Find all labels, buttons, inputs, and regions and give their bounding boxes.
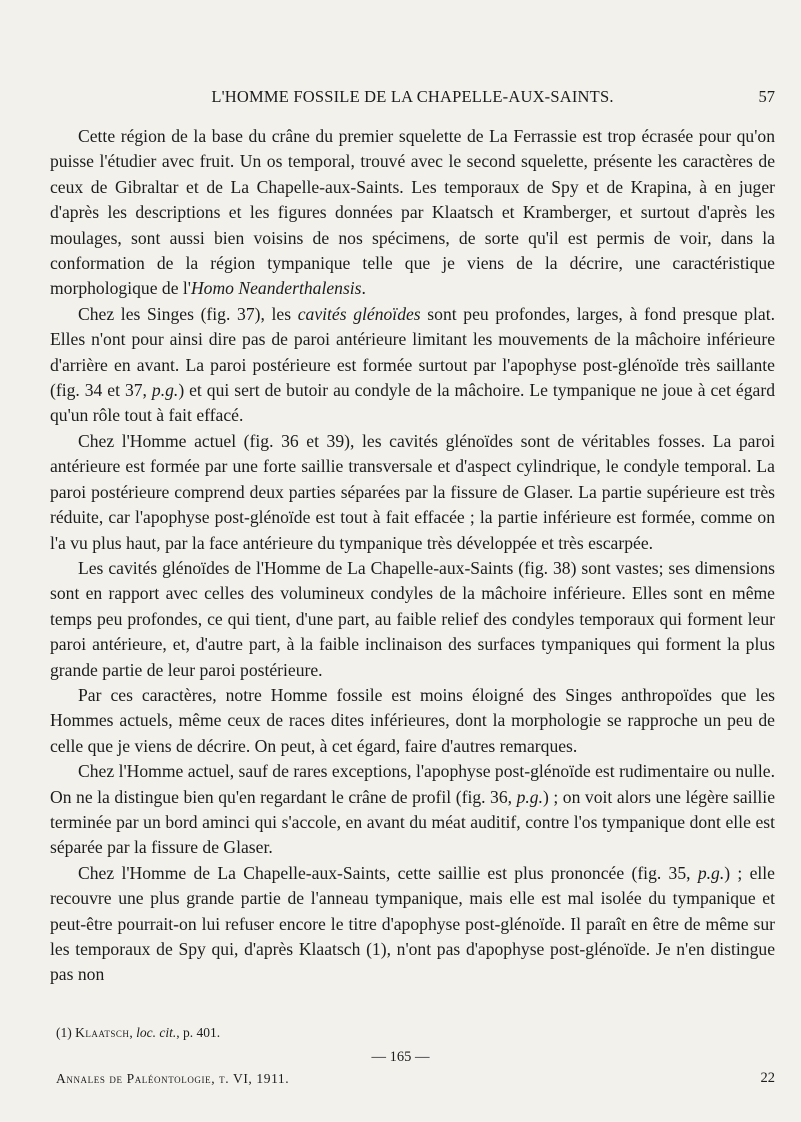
paragraph-2: Chez les Singes (fig. 37), les cavités glénoïdes sont peu profondes, larges, à fond presque plat. Elles n'ont pour ainsi dire pas de paroi antérieure limitant les mouvements de la mâchoire inférieure d'arrière en avant. La paroi postérieure est formée surtout par l'apophyse post-glénoïde très saillante (fig. 34 et 37, p.g.) et qui sert de butoir au condyle de la mâchoire. Le tympanique ne joue à cet égard qu'un rôle tout à fait effacé.	[50, 303, 775, 426]
page-number: 57	[758, 87, 775, 106]
body-text	[50, 124, 775, 988]
footnote: (1) Klaatsch, loc. cit., p. 401.	[56, 1025, 221, 1040]
paragraph-7: Chez l'Homme de La Chapelle-aux-Saints, cette saillie est plus prononcée (fig. 35, p.g.) ; elle recouvre une plus grande partie de l'anneau tympanique, mais elle est mal isolée du tympanique et peut-être pourrait-on lui refuser encore le titre d'apophyse post-glénoïde. Il paraît en être de même sur les temporaux de Spy qui, d'après Klaatsch (1), n'ont pas d'apophyse post-glénoïde. Je n'en distingue pas non	[50, 862, 775, 985]
paragraph-4: Les cavités glénoïdes de l'Homme de La Chapelle-aux-Saints (fig. 38) sont vastes; ses dimensions sont en rapport avec celles des volumineux condyles de la mâchoire inférieure. Elles sont en même temps peu profondes, ce qui tient, d'une part, au faible relief des condyles temporaux qui forment leur paroi antérieure, et, d'autre part, à la faible inclinaison des surfaces tympaniques qui forment la plus grande partie de leur paroi postérieure.	[50, 557, 775, 680]
footnote-author: Klaatsch	[75, 1025, 130, 1040]
running-title: L'HOMME FOSSILE DE LA CHAPELLE-AUX-SAINTS.	[211, 87, 614, 106]
paragraph-3: Chez l'Homme actuel (fig. 36 et 39), les cavités glénoïdes sont de véritables fosses. La paroi antérieure est formée par une forte saillie transversale et d'aspect cylindrique, le condyle temporal. La paroi postérieure comprend deux parties séparées par la fissure de Glaser. La partie supérieure est très réduite, car l'apophyse post-glénoïde est tout à fait effacée ; la partie inférieure est formée, comme on l'a vu plus haut, par la face antérieure du tympanique très développée et très escarpée.	[50, 430, 775, 553]
paragraph-6: Chez l'Homme actuel, sauf de rares exceptions, l'apophyse post-glénoïde est rudimentaire ou nulle. On ne la distingue bien qu'en regardant le crâne de profil (fig. 36, p.g.) ; on voit alors une légère saillie terminée par un bord aminci qui s'accole, en avant du méat auditif, contre l'os tympanique dont elle est séparée par la fissure de Glaser.	[50, 761, 776, 858]
paragraph-1: Cette région de la base du crâne du premier squelette de La Ferrassie est trop écrasée pour qu'on puisse l'étudier avec fruit. Un os temporal, trouvé avec le second squelette, présente les caractères de ceux de Gibraltar et de La Chapelle-aux-Saints. Les temporaux de Spy et de Krapina, à en juger d'après les descriptions et les figures données par Klaatsch et Kramberger, et surtout d'après les moulages, sont aussi bien voisins de nos spécimens, de sorte qu'il est permis de voir, dans la conformation de la région tympanique telle que je viens de la décrire, une caractéristique morphologique de l'Homo Neanderthalensis.	[50, 126, 775, 299]
paragraph-5: Par ces caractères, notre Homme fossile est moins éloigné des Singes anthropoïdes que les Hommes actuels, même ceux de races dites inférieures, dont la morphologie se rapproche un peu de celle que je viens de décrire. On peut, à cet égard, faire d'autres remarques.	[50, 684, 775, 756]
publication-line: Annales de Paléontologie, t. VI, 1911.	[56, 1071, 290, 1086]
folio: — 165 —	[371, 1049, 430, 1065]
signature-mark: 22	[760, 1070, 775, 1086]
page-header	[50, 87, 775, 109]
